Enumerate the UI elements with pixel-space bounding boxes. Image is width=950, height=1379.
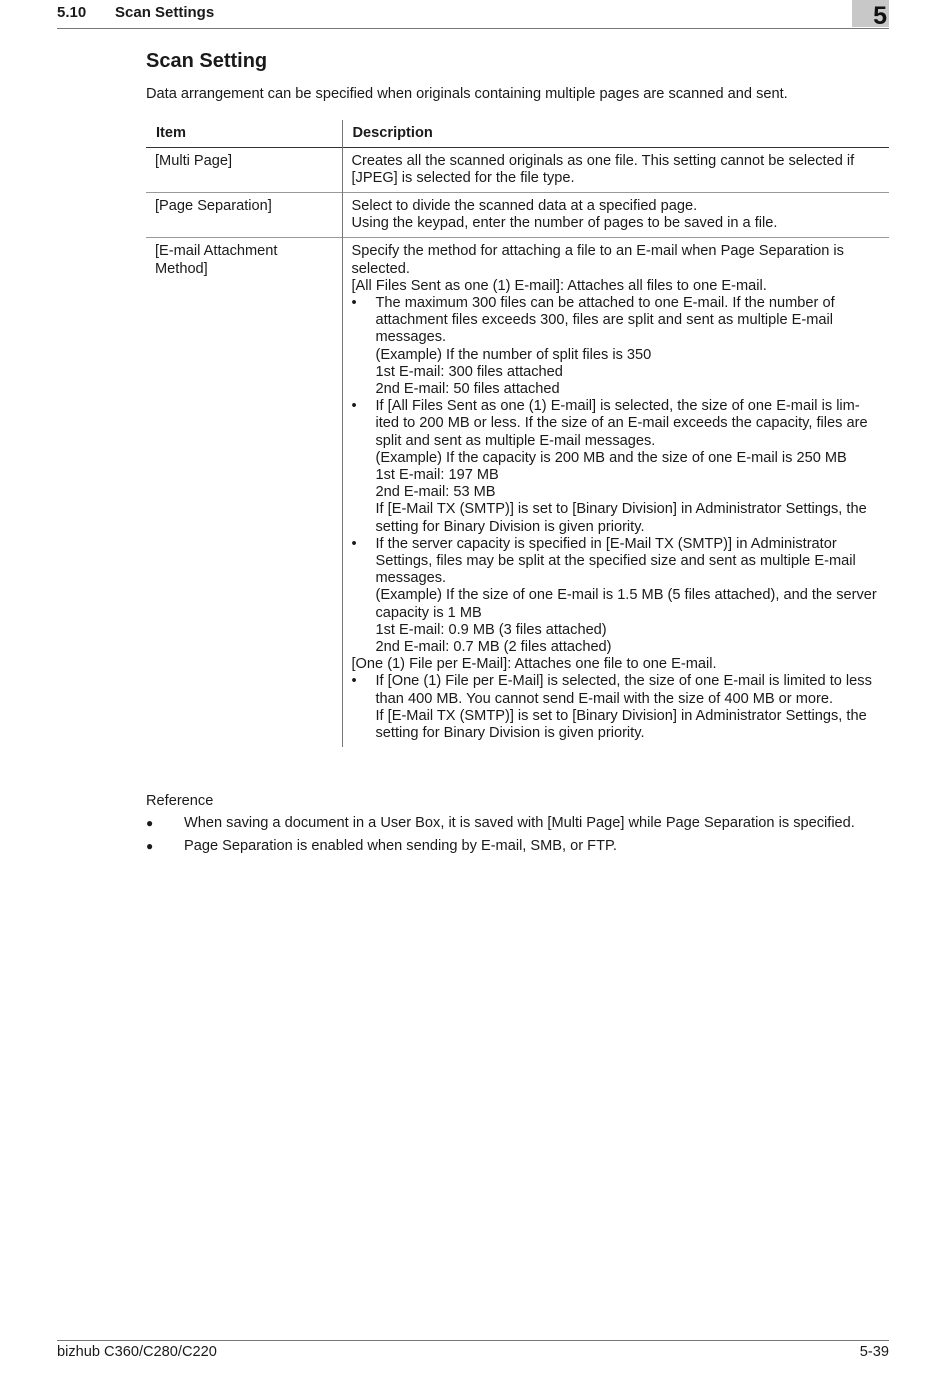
reference-item [146, 838, 906, 855]
description-cell [342, 147, 889, 192]
description-bullet [352, 673, 880, 742]
description-text: Select to divide the scanned data at a specified page. [351, 197, 698, 214]
description-text: Using the keypad, enter the number of pages to be saved in a file. [351, 215, 778, 232]
description-bullet [352, 398, 880, 536]
section-number: 5.10 [57, 4, 87, 21]
bullet-line: (Example) If the size of one E-mail is 1.5 MB (5 files attached), and the server capacity is 1 MB [375, 587, 877, 621]
description-text: Creates all the scanned originals as one file. This setting cannot be selected if [JPEG] is selected for the file type. [351, 152, 855, 186]
bullet-line: If [E-Mail TX (SMTP)] is set to [Binary Division] in Administrator Settings, the setting for Binary Division is given priority. [375, 501, 867, 535]
item-cell: [Multi Page] [146, 147, 342, 192]
reference-label: Reference [146, 793, 214, 809]
reference-text: When saving a document in a User Box, it is saved with [Multi Page] while Page Separation is specified. [184, 815, 855, 831]
bullet-line: If the server capacity is specified in [E-Mail TX (SMTP)] in Administrator Settings, files may be split at the specified size and sent as multiple E-mail messages. [375, 535, 856, 587]
bullet-line: 2nd E-mail: 50 files attached [375, 380, 560, 397]
reference-text: Page Separation is enabled when sending by E-mail, SMB, or FTP. [184, 838, 617, 854]
bullet-line: The maximum 300 files can be attached to one E-mail. If the number of attachment files exceeds 300, files are split and sent as multiple E-mail messages. [375, 294, 835, 346]
table-body [146, 147, 889, 747]
section-header [57, 4, 214, 21]
column-header-description: Description [352, 125, 433, 141]
item-cell: [E-mail Attachment Method] [146, 238, 342, 747]
bullet-line: If [E-Mail TX (SMTP)] is set to [Binary Division] in Administrator Settings, the setting for Binary Division is given priority. [375, 707, 867, 741]
footer-page-number: 5-39 [859, 1344, 889, 1360]
table-header-row [146, 120, 889, 147]
bullet-line: 1st E-mail: 300 files attached [375, 363, 563, 380]
header-rule [57, 28, 889, 29]
intro-text: Data arrangement can be specified when originals containing multiple pages are scanned and sent. [146, 86, 788, 102]
table-row [146, 238, 889, 747]
bullet-icon: ● [146, 839, 154, 853]
bullet-line: 1st E-mail: 197 MB [375, 466, 499, 483]
column-header-item: Item [146, 120, 342, 147]
bullet-icon: • [351, 398, 357, 415]
description-text: Specify the method for attaching a file to an E-mail when Page Separation is selected. [351, 243, 844, 277]
bullet-line: (Example) If the number of split files is 350 [375, 346, 652, 363]
chapter-tab: 5 [852, 0, 889, 27]
description-text: [All Files Sent as one (1) E-mail]: Attaches all files to one E-mail. [351, 277, 767, 294]
footer-model: bizhub C360/C280/C220 [57, 1344, 217, 1360]
table-row [146, 147, 889, 192]
description-cell [342, 192, 889, 237]
reference-item [146, 815, 906, 832]
item-cell: [Page Separation] [146, 192, 342, 237]
description-text: [One (1) File per E-Mail]: Attaches one file to one E-mail. [351, 656, 717, 673]
bullet-line: (Example) If the capacity is 200 MB and the size of one E-mail is 250 MB [375, 449, 847, 466]
footer-rule [57, 1340, 889, 1341]
bullet-line: 2nd E-mail: 53 MB [375, 484, 496, 501]
bullet-line: If [All Files Sent as one (1) E-mail] is selected, the size of one E-mail is lim-ited to 200 MB or less. If the size of an E-mail exceeds the capacity, files are split and sent as multiple E-mail messages. [375, 398, 868, 449]
bullet-line: If [One (1) File per E-Mail] is selected, the size of one E-mail is limited to less than 400 MB. You cannot send E-mail with the size of 400 MB or more. [375, 673, 872, 707]
bullet-icon: • [351, 535, 357, 552]
bullet-icon: • [351, 673, 357, 690]
description-bullet [352, 536, 880, 656]
reference-list [146, 815, 906, 861]
description-cell [342, 238, 889, 747]
bullet-line: 2nd E-mail: 0.7 MB (2 files attached) [375, 638, 612, 655]
bullet-line: 1st E-mail: 0.9 MB (3 files attached) [375, 621, 607, 638]
bullet-icon: ● [146, 816, 154, 830]
bullet-icon: • [351, 294, 357, 311]
settings-table [146, 120, 889, 747]
table-row [146, 192, 889, 237]
description-bullet [352, 295, 880, 398]
page-title: Scan Setting [146, 50, 268, 72]
section-title: Scan Settings [115, 4, 215, 21]
